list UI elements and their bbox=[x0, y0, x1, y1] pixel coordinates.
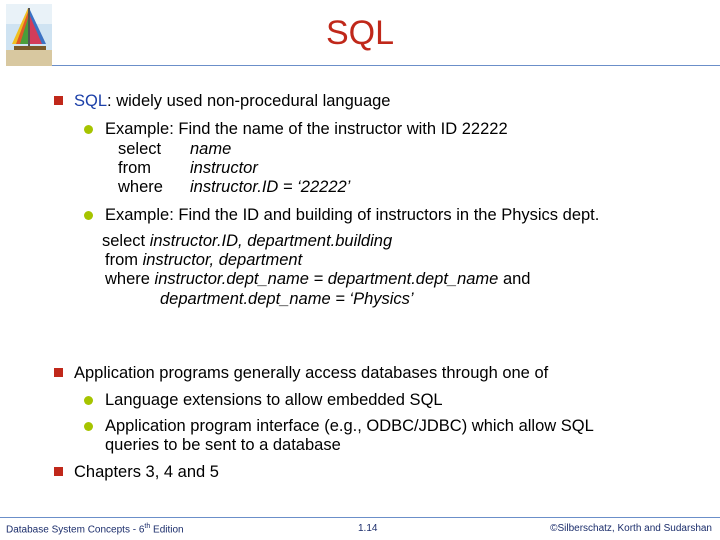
query2-select-arg: instructor.ID, department.building bbox=[149, 232, 393, 250]
point-application-programs: Application programs generally access databases through one of bbox=[74, 364, 549, 382]
title-divider bbox=[52, 65, 720, 66]
bullet-square-icon bbox=[54, 467, 63, 476]
query2-select-keyword: select bbox=[102, 232, 146, 250]
sub-api-line1: Application program interface (e.g., ODBC/JDBC) which allow SQL bbox=[105, 417, 594, 435]
query1-select-arg: name bbox=[190, 140, 232, 158]
bullet-circle-icon bbox=[84, 396, 93, 405]
query1-where-keyword: where bbox=[118, 178, 163, 196]
query1-select-keyword: select bbox=[118, 140, 162, 158]
footer-page-number: 1.14 bbox=[358, 523, 378, 534]
query2-where-arg: instructor.dept_name = department.dept_name bbox=[154, 270, 499, 288]
query1-from-arg: instructor bbox=[190, 159, 258, 177]
query2-where-keyword: where bbox=[105, 270, 150, 288]
footer-book-title-text: Database System Concepts - 6 bbox=[6, 524, 145, 536]
sub-language-extensions: Language extensions to allow embedded SQL bbox=[105, 391, 443, 409]
bullet-circle-icon bbox=[84, 422, 93, 431]
query1-from-keyword: from bbox=[118, 159, 151, 177]
query2-and-keyword: and bbox=[502, 270, 531, 288]
query2-line-where bbox=[105, 269, 530, 289]
sql-definition-text: : widely used non-procedural language bbox=[107, 92, 391, 110]
query2-line-select bbox=[102, 231, 392, 251]
sql-term: SQL bbox=[74, 92, 108, 110]
footer-book-edition-sup: th bbox=[144, 523, 151, 530]
query2-line-from bbox=[105, 250, 302, 270]
example-2-label: Example: Find the ID and building of instructors in the Physics dept. bbox=[105, 206, 600, 224]
footer-divider bbox=[0, 517, 720, 518]
example-1-label: Example: Find the name of the instructor with ID 22222 bbox=[105, 120, 508, 138]
point-sql-definition bbox=[74, 91, 390, 111]
query2-from-arg: instructor, department bbox=[142, 251, 303, 269]
point-chapters: Chapters 3, 4 and 5 bbox=[74, 463, 219, 481]
query2-from-keyword: from bbox=[105, 251, 138, 269]
slide-title: SQL bbox=[325, 14, 395, 52]
query1-where-arg: instructor.ID = ‘22222’ bbox=[190, 178, 351, 196]
footer-book-title bbox=[6, 523, 184, 535]
footer-copyright: ©Silberschatz, Korth and Sudarshan bbox=[550, 523, 712, 534]
query2-line-condition: department.dept_name = ‘Physics’ bbox=[160, 290, 414, 308]
bullet-square-icon bbox=[54, 96, 63, 105]
bullet-square-icon bbox=[54, 368, 63, 377]
bullet-circle-icon bbox=[84, 125, 93, 134]
bullet-circle-icon bbox=[84, 211, 93, 220]
sub-api-line2: queries to be sent to a database bbox=[105, 436, 341, 454]
footer-book-edition-text: Edition bbox=[150, 524, 184, 536]
